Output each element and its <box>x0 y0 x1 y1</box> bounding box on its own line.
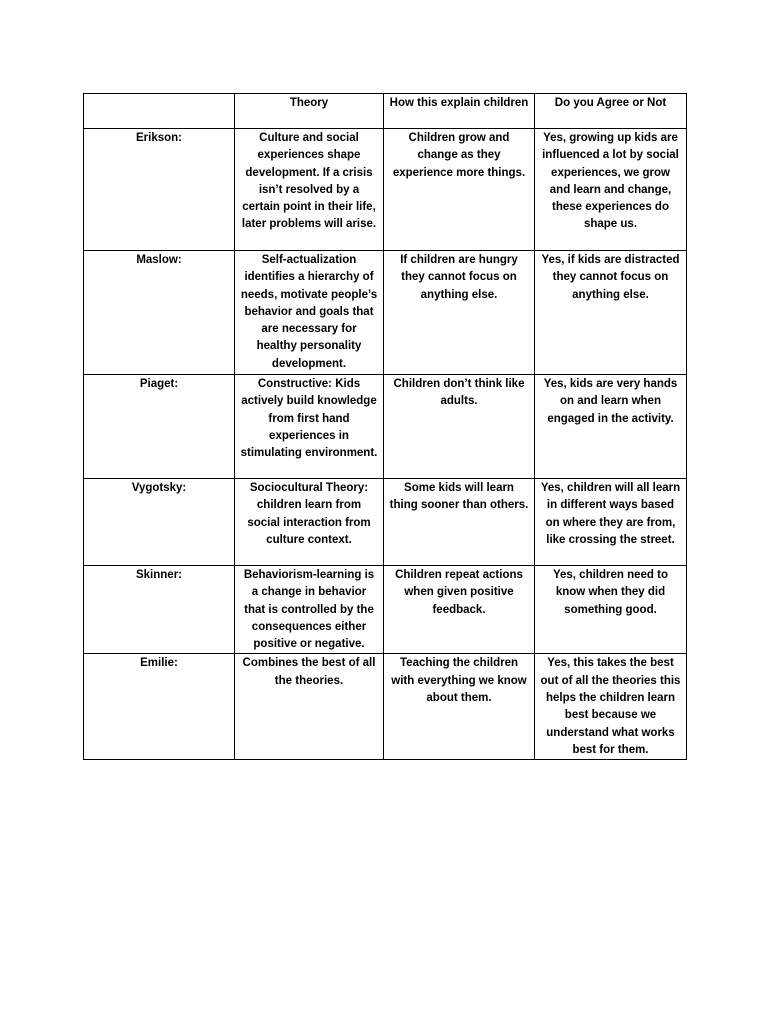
theorist-name: Emilie: <box>84 654 235 760</box>
header-cell-theory: Theory <box>235 94 384 129</box>
header-row <box>84 94 687 129</box>
theory-cell: Self-actualization identifies a hierarchy of needs, motivate people’s behavior and goals that are necessary for healthy personality development. <box>235 251 384 375</box>
explain-cell: Children grow and change as they experience more things. <box>384 129 535 251</box>
theory-cell: Combines the best of all the theories. <box>235 654 384 760</box>
theorist-name: Skinner: <box>84 566 235 654</box>
header-cell-empty <box>84 94 235 129</box>
theory-cell: Constructive: Kids actively build knowledge from first hand experiences in stimulating environment. <box>235 375 384 479</box>
theorist-name: Vygotsky: <box>84 479 235 566</box>
table-row-maslow <box>84 251 687 375</box>
agree-cell: Yes, children need to know when they did something good. <box>535 566 687 654</box>
theories-table <box>83 93 687 760</box>
theorist-name: Piaget: <box>84 375 235 479</box>
agree-cell: Yes, this takes the best out of all the theories this helps the children learn best because we understand what works best for them. <box>535 654 687 760</box>
theory-cell: Behaviorism-learning is a change in behavior that is controlled by the consequences either positive or negative. <box>235 566 384 654</box>
header-cell-explain: How this explain children <box>384 94 535 129</box>
table-row-emilie <box>84 654 687 760</box>
agree-cell: Yes, kids are very hands on and learn when engaged in the activity. <box>535 375 687 479</box>
table-row-skinner <box>84 566 687 654</box>
theory-cell: Culture and social experiences shape development. If a crisis isn’t resolved by a certain point in their life, later problems will arise. <box>235 129 384 251</box>
agree-cell: Yes, growing up kids are influenced a lot by social experiences, we grow and learn and change, these experiences do shape us. <box>535 129 687 251</box>
explain-cell: Teaching the children with everything we know about them. <box>384 654 535 760</box>
table-row-vygotsky <box>84 479 687 566</box>
theorist-name: Maslow: <box>84 251 235 375</box>
explain-cell: Children repeat actions when given positive feedback. <box>384 566 535 654</box>
table-row-erikson <box>84 129 687 251</box>
explain-cell: Some kids will learn thing sooner than others. <box>384 479 535 566</box>
explain-cell: If children are hungry they cannot focus on anything else. <box>384 251 535 375</box>
table-row-piaget <box>84 375 687 479</box>
explain-cell: Children don’t think like adults. <box>384 375 535 479</box>
theory-cell: Sociocultural Theory: children learn from social interaction from culture context. <box>235 479 384 566</box>
header-cell-agree: Do you Agree or Not <box>535 94 687 129</box>
theorist-name: Erikson: <box>84 129 235 251</box>
agree-cell: Yes, children will all learn in different ways based on where they are from, like crossing the street. <box>535 479 687 566</box>
agree-cell: Yes, if kids are distracted they cannot focus on anything else. <box>535 251 687 375</box>
